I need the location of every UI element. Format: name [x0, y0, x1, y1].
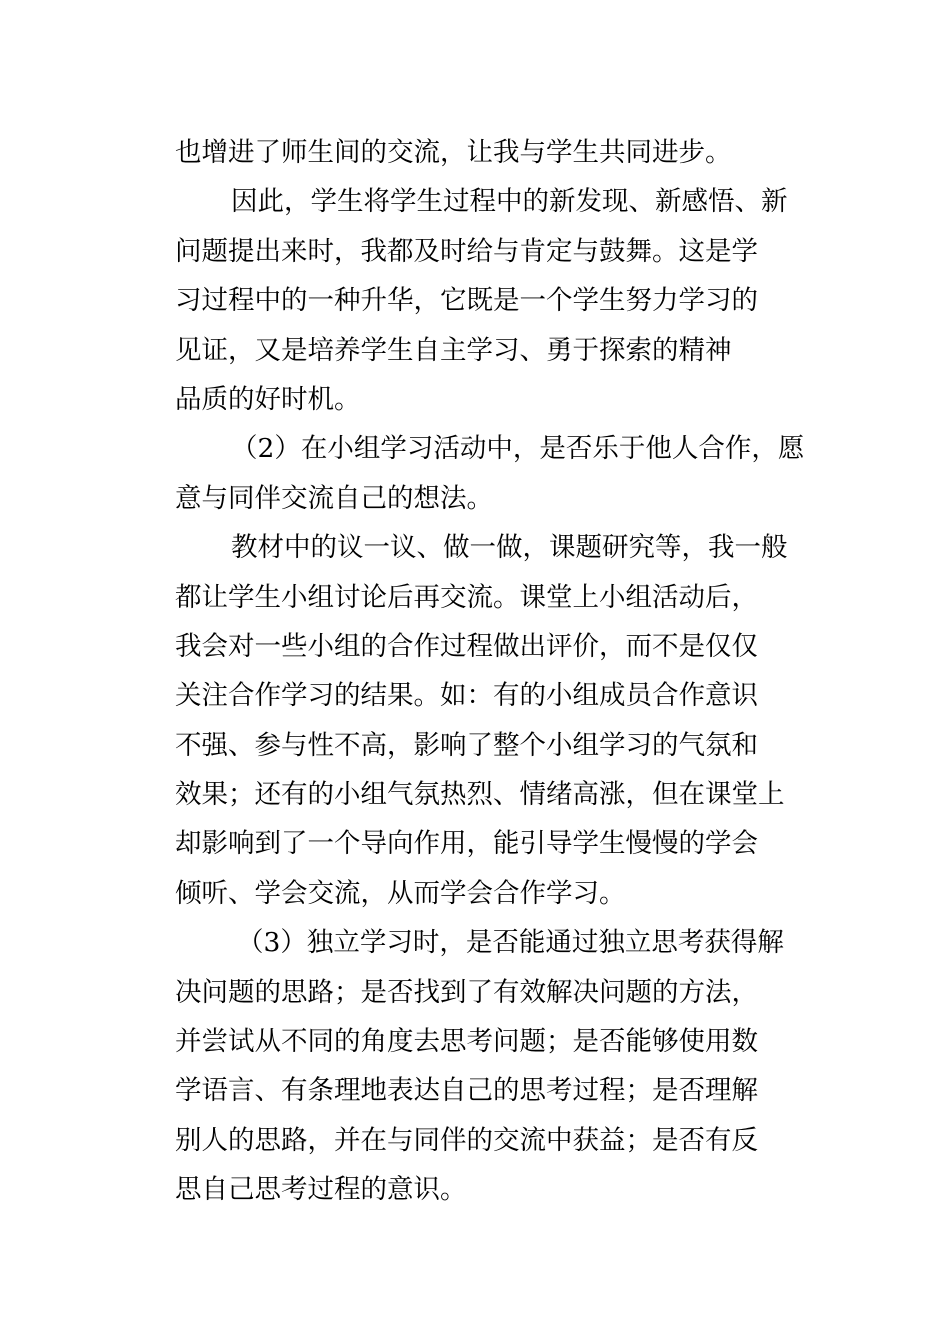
text-line: 却影响到了一个导向作用，能引导学生慢慢的学会	[175, 828, 758, 860]
text-line: 决问题的思路；是否找到了有效解决问题的方法，	[175, 976, 758, 1008]
text-line: 学语言、有条理地表达自己的思考过程；是否理解	[175, 1075, 758, 1107]
text-line: 效果；还有的小组气氛热烈、情绪高涨，但在课堂上	[175, 779, 785, 811]
text-line: 不强、参与性不高，影响了整个小组学习的气氛和	[175, 729, 758, 761]
text-line: 并尝试从不同的角度去思考问题；是否能够使用数	[175, 1026, 758, 1058]
text-line: 别人的思路，并在与同伴的交流中获益；是否有反	[175, 1124, 758, 1156]
text-line: 意与同伴交流自己的想法。	[175, 482, 493, 514]
paragraph-start-line: （3）独立学习时，是否能通过独立思考获得解	[237, 927, 784, 959]
text-line: 我会对一些小组的合作过程做出评价，而不是仅仅	[175, 630, 758, 662]
paragraph-start-line: （2）在小组学习活动中，是否乐于他人合作，愿	[231, 433, 805, 465]
text-line: 品质的好时机。	[175, 383, 361, 415]
text-line: 问题提出来时，我都及时给与肯定与鼓舞。这是学	[175, 235, 758, 267]
text-line: 倾听、学会交流，从而学会合作学习。	[175, 877, 626, 909]
text-line: 见证，又是培养学生自主学习、勇于探索的精神	[175, 334, 732, 366]
document-page	[175, 128, 809, 1215]
text-line: 习过程中的一种升华，它既是一个学生努力学习的	[175, 285, 758, 317]
text-line: 也增进了师生间的交流，让我与学生共同进步。	[175, 137, 732, 168]
text-line: 关注合作学习的结果。如：有的小组成员合作意识	[175, 680, 758, 712]
paragraph-start-line: 因此，学生将学生过程中的新发现、新感悟、新	[231, 186, 788, 218]
text-line: 都让学生小组讨论后再交流。课堂上小组活动后，	[175, 581, 758, 613]
paragraph-start-line: 教材中的议一议、做一做，课题研究等，我一般	[231, 532, 788, 564]
text-line: 思自己思考过程的意识。	[175, 1174, 467, 1206]
